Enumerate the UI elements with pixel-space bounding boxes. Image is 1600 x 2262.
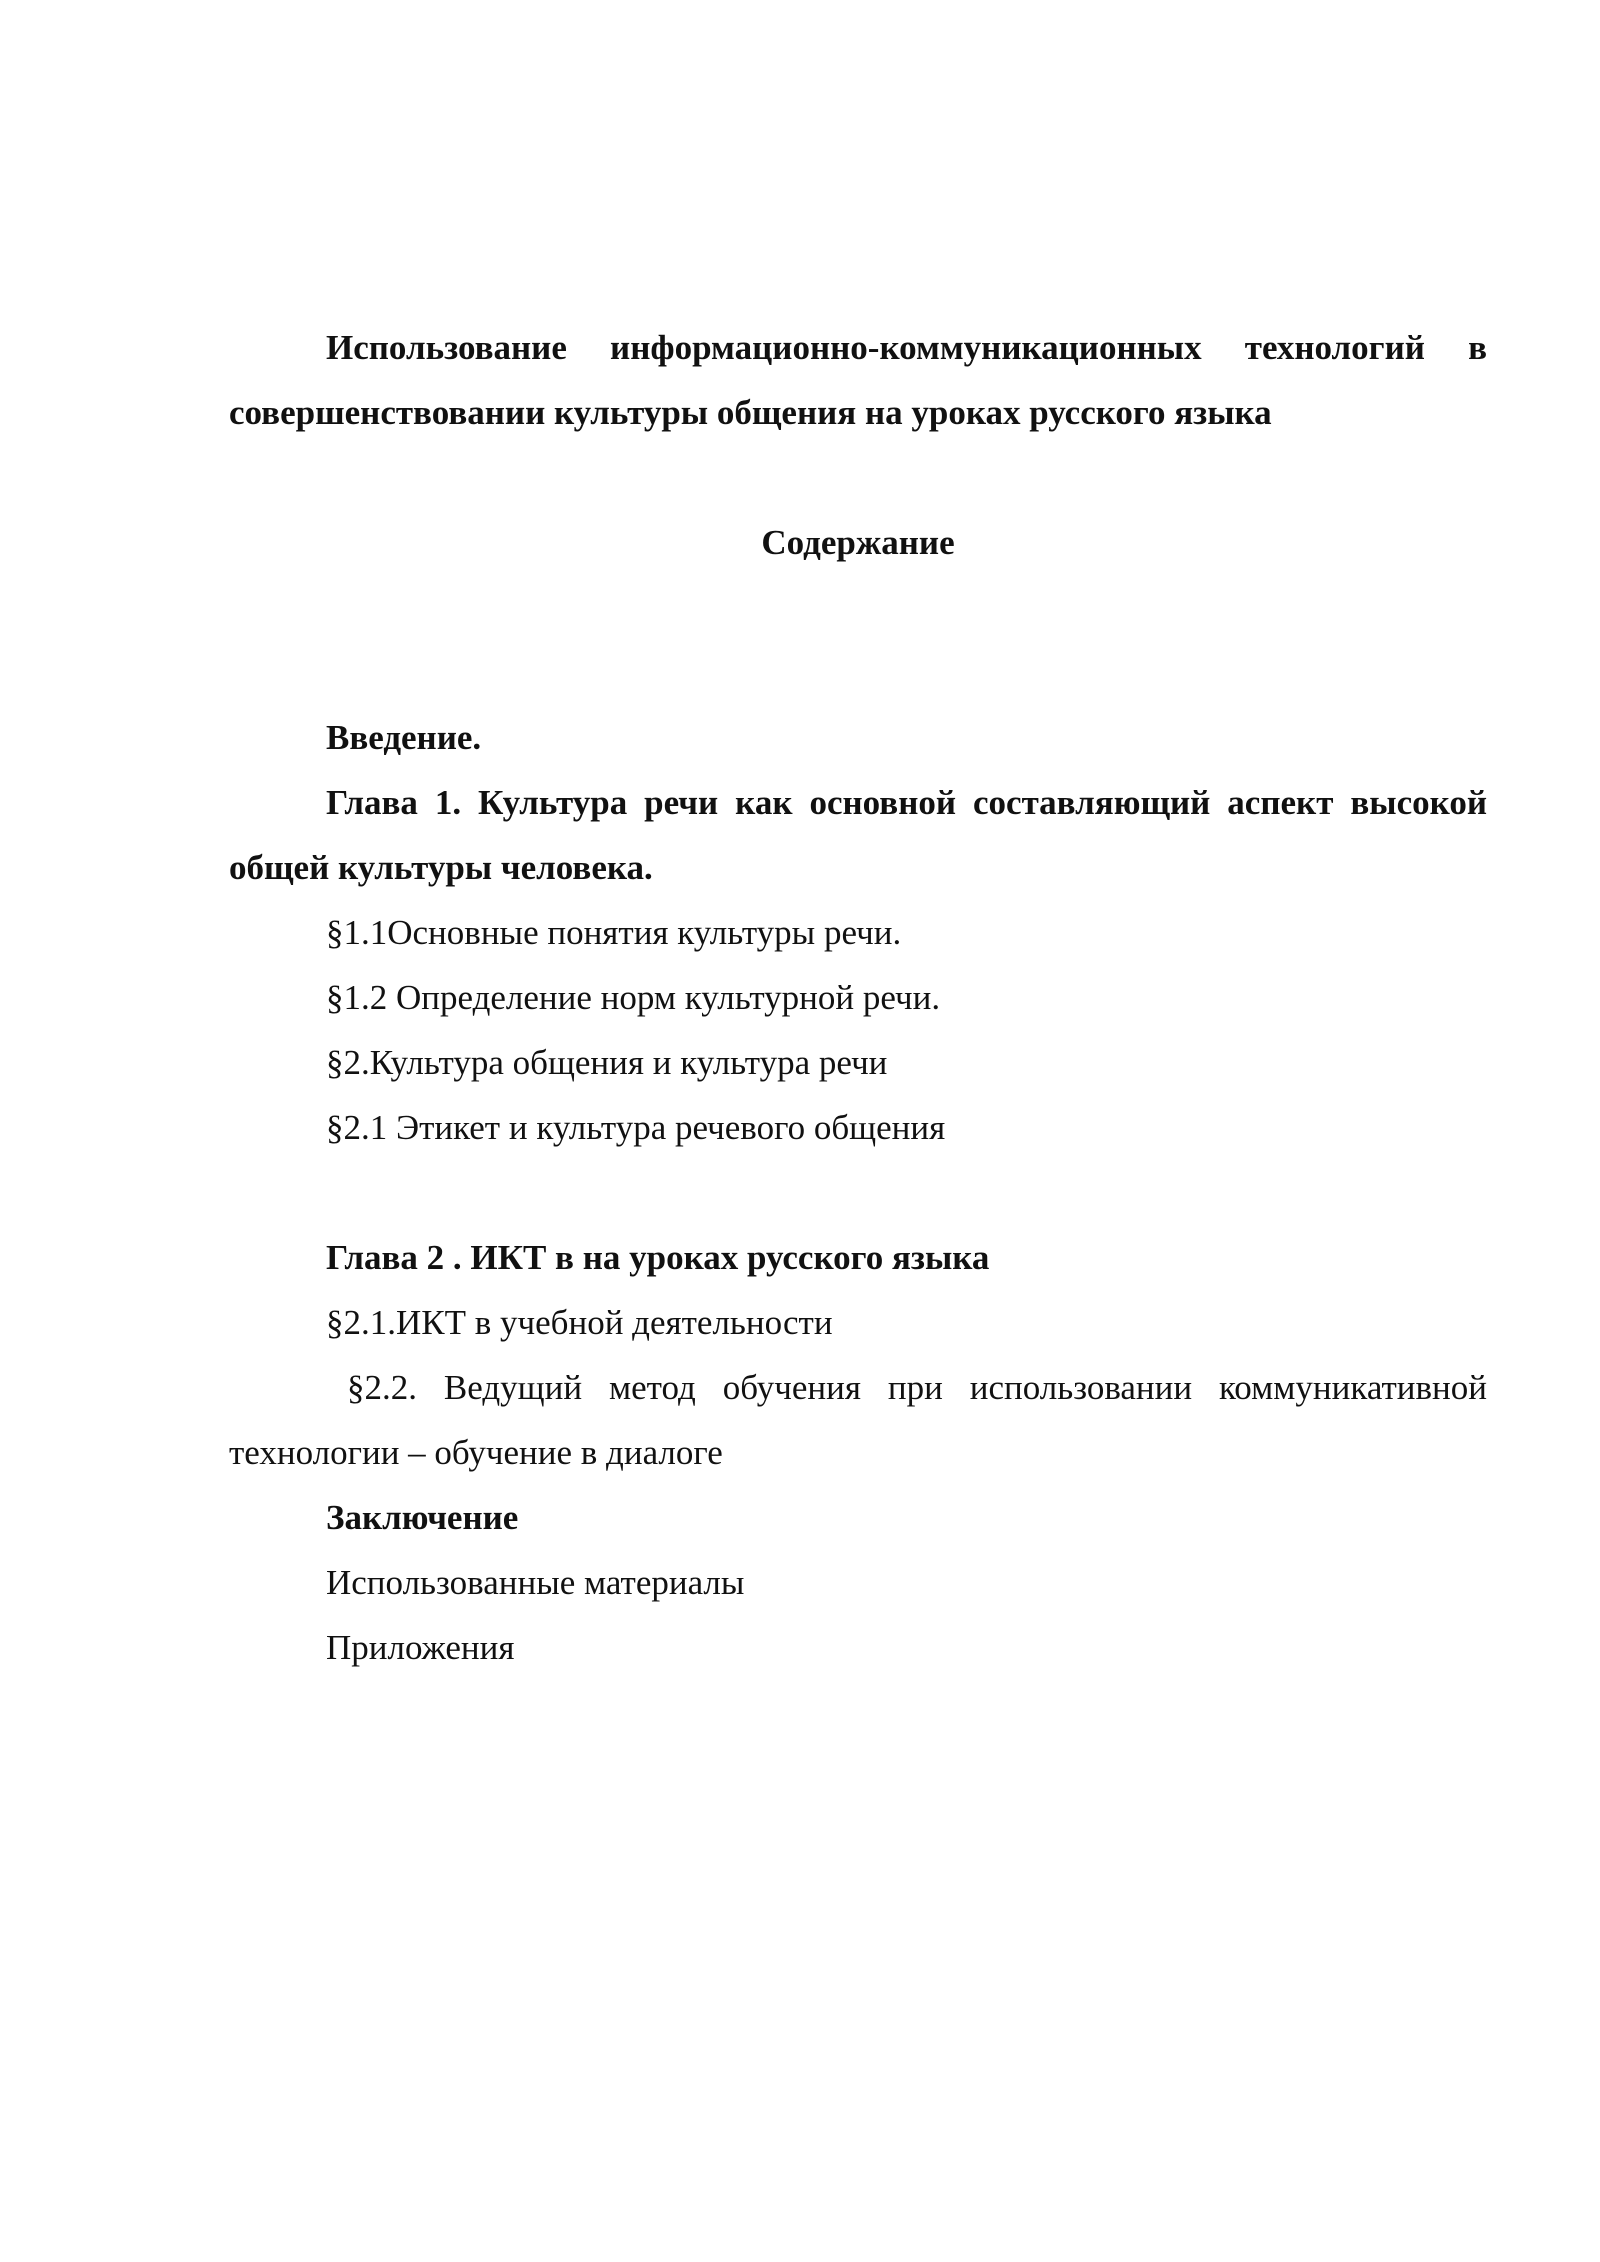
toc-item-section-2: §2.Культура общения и культура речи (326, 1043, 888, 1082)
toc-item-chapter-2: Глава 2 . ИКТ в на уроках русского языка (326, 1238, 990, 1277)
toc-item-conclusion: Заключение (326, 1498, 519, 1537)
document-title: Использование информационно-коммуникационных технологий в совершенствовании культуры общения на уроках русского языка (229, 328, 1487, 432)
toc-item-materials: Использованные материалы (326, 1563, 745, 1602)
toc-item-introduction: Введение. (326, 718, 482, 757)
toc-item-section-2-2: §2.2. Ведущий метод обучения при использовании коммуникативной технологии – обучение в диалоге (229, 1368, 1487, 1472)
toc-item-appendices: Приложения (326, 1628, 515, 1667)
toc-item-section-2-1-ikt: §2.1.ИКТ в учебной деятельности (326, 1303, 833, 1342)
toc-item-section-1-1: §1.1Основные понятия культуры речи. (326, 913, 902, 952)
blank-line (229, 1160, 1487, 1225)
toc-item-chapter-1: Глава 1. Культура речи как основной составляющий аспект высокой общей культуры человека. (229, 783, 1487, 887)
toc-heading: Содержание (761, 523, 955, 562)
toc-item-section-2-1: §2.1 Этикет и культура речевого общения (326, 1108, 946, 1147)
document-body (229, 315, 1487, 1680)
toc-item-section-1-2: §1.2 Определение норм культурной речи. (326, 978, 941, 1017)
